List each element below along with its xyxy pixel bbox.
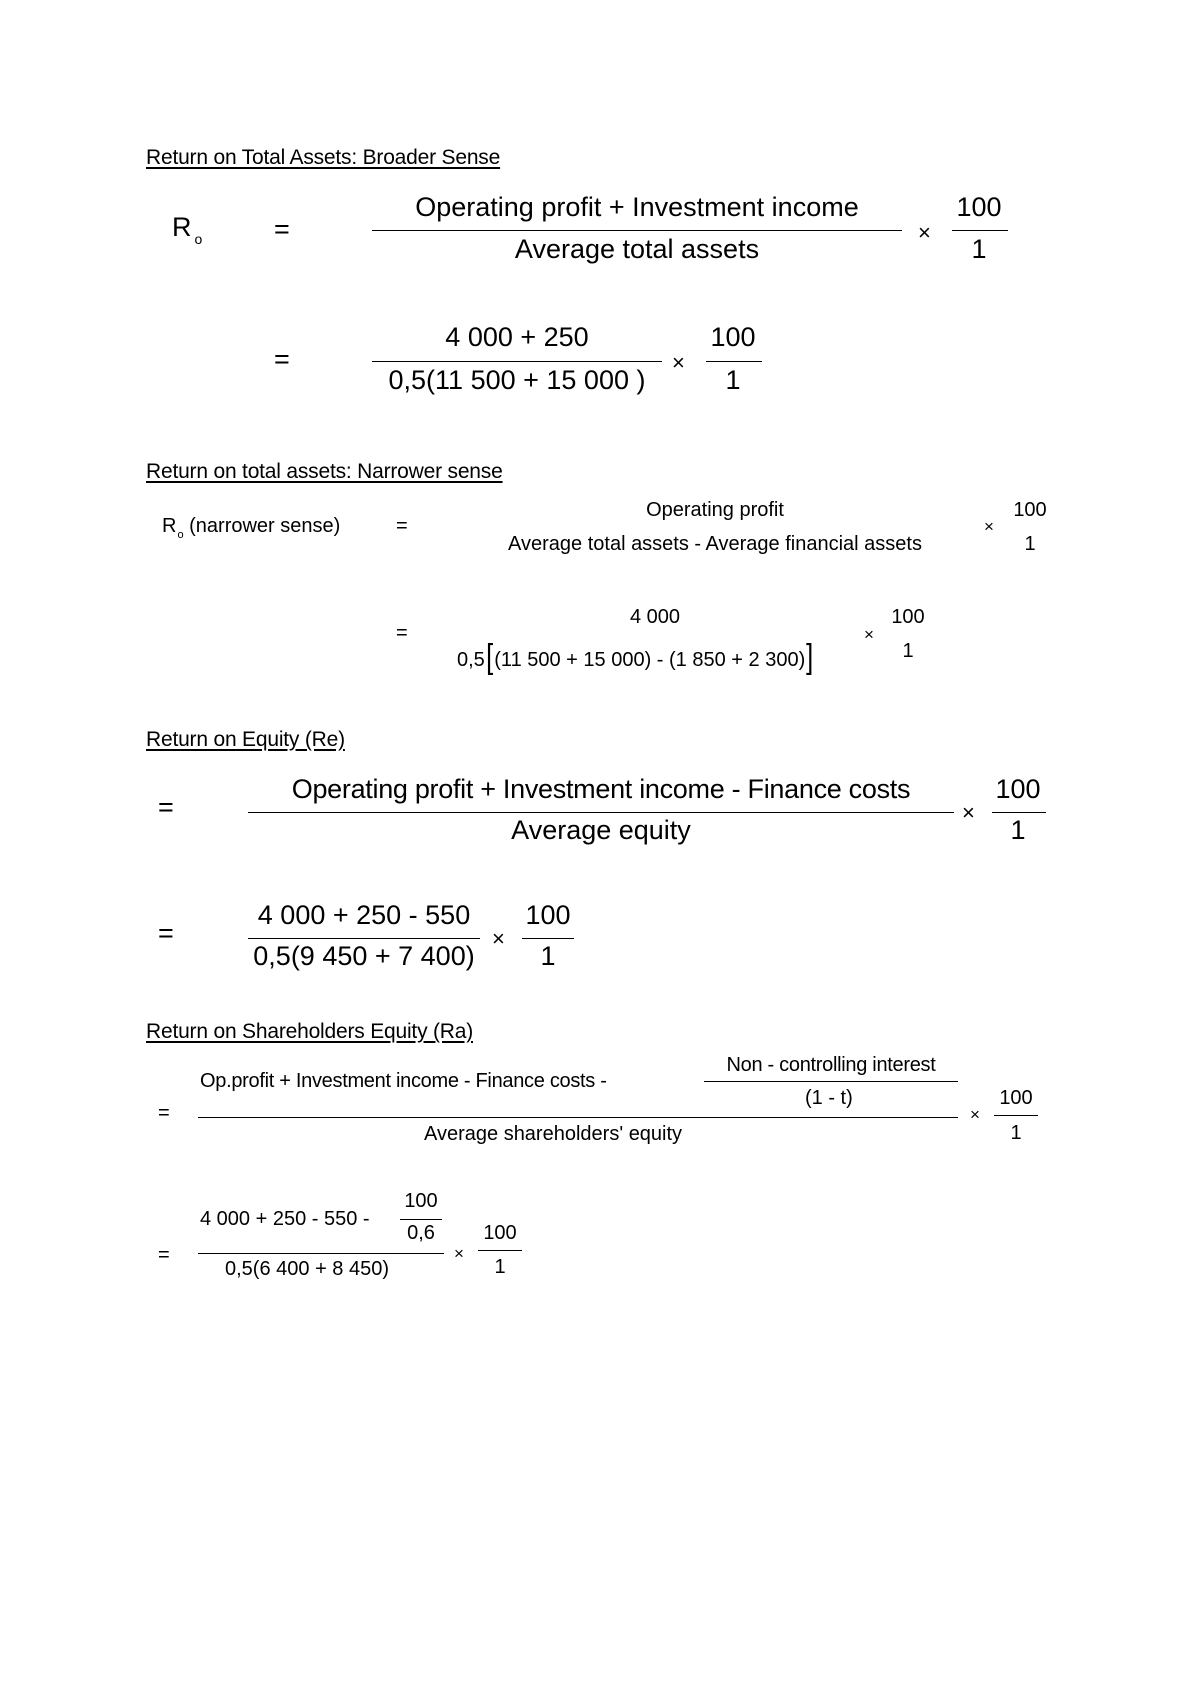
section-heading-shareholders: Return on Shareholders Equity (Ra): [146, 1020, 474, 1043]
calc-denominator: 0,5(6 400 + 8 450): [225, 1258, 390, 1280]
multiplier-denominator: 1: [1024, 533, 1036, 555]
formula-denominator: Average total assets - Average financial assets: [508, 533, 922, 555]
multiplier-denominator: 1: [540, 941, 556, 971]
calc-numerator: 4 000: [629, 606, 681, 628]
inner-numerator: Non - controlling interest: [726, 1054, 936, 1076]
inner-denominator: 0,6: [407, 1222, 435, 1244]
calc-denominator: 0,5(11 500 + 15 000 ): [388, 365, 646, 395]
multiplier-numerator: 100: [956, 192, 1002, 222]
times-sign: ×: [970, 1105, 980, 1124]
fraction-bar: [952, 230, 1008, 231]
multiplier-numerator: 100: [891, 606, 925, 628]
equals-sign: =: [396, 622, 408, 644]
multiplier-denominator: 1: [494, 1256, 506, 1278]
ro-narrower-label: $R_o$ (narrower sense): [162, 515, 341, 541]
times-sign: ×: [672, 350, 685, 375]
times-sign: ×: [984, 517, 994, 536]
fraction-bar: [372, 230, 902, 231]
times-sign: ×: [918, 220, 931, 245]
fraction-bar: [248, 938, 480, 939]
ro-symbol: R $_o$: [172, 212, 203, 247]
fraction-bar: [372, 361, 662, 362]
fraction-bar: [400, 1219, 442, 1220]
formula-denominator: Average total assets: [514, 234, 760, 264]
equals-sign: =: [158, 792, 174, 822]
multiplier-numerator: 100: [999, 1087, 1033, 1109]
inner-denominator: (1 - t): [805, 1087, 853, 1109]
fraction-bar: [992, 812, 1046, 813]
formula-numerator: Operating profit: [646, 499, 784, 521]
multiplier-denominator: 1: [1010, 815, 1026, 845]
fraction-bar: [198, 1253, 444, 1254]
multiplier-denominator: 1: [971, 234, 987, 264]
formula-denominator: Average shareholders' equity: [424, 1123, 683, 1145]
fraction-bar: [706, 361, 762, 362]
section-heading-narrower: Return on total assets: Narrower sense: [146, 460, 503, 483]
fraction-bar: [248, 812, 954, 813]
multiplier-numerator: 100: [1013, 499, 1047, 521]
fraction-bar: [198, 1117, 958, 1118]
multiplier-numerator: 100: [525, 900, 571, 930]
section-heading-equity: Return on Equity (Re): [146, 728, 345, 751]
multiplier-denominator: 1: [1010, 1122, 1022, 1144]
multiplier-numerator: 100: [995, 774, 1041, 804]
calc-numerator: 4 000 + 250: [445, 322, 589, 352]
calc-numerator: 4 000 + 250 - 550: [257, 900, 471, 930]
fraction-bar: [704, 1081, 958, 1082]
formula-numerator: Operating profit + Investment income - Finance costs: [291, 774, 911, 804]
inner-numerator: 100: [404, 1190, 438, 1212]
fraction-bar: [478, 1250, 522, 1251]
formula-numerator-main: Op.profit + Investment income - Finance costs -: [200, 1070, 607, 1092]
multiplier-numerator: 100: [710, 322, 756, 352]
calc-denominator: 0,5[(11 500 + 15 000) - (1 850 + 2 300)]: [457, 638, 814, 676]
equals-sign: =: [158, 1244, 170, 1266]
equals-sign: =: [158, 918, 174, 948]
multiplier-numerator: 100: [483, 1222, 517, 1244]
times-sign: ×: [962, 800, 975, 825]
equals-sign: =: [274, 344, 290, 374]
times-sign: ×: [864, 625, 874, 644]
equals-sign: =: [396, 515, 408, 537]
calc-numerator-main: 4 000 + 250 - 550 -: [200, 1208, 370, 1230]
times-sign: ×: [454, 1244, 464, 1263]
multiplier-denominator: 1: [725, 365, 741, 395]
formula-numerator: Operating profit + Investment income: [415, 192, 859, 222]
formula-denominator: Average equity: [511, 815, 691, 845]
section-heading-broader: Return on Total Assets: Broader Sense: [146, 146, 501, 169]
equals-sign: =: [158, 1102, 170, 1124]
fraction-bar: [522, 938, 574, 939]
times-sign: ×: [492, 926, 505, 951]
multiplier-denominator: 1: [902, 640, 914, 662]
calc-denominator: 0,5(9 450 + 7 400): [253, 941, 475, 971]
fraction-bar: [994, 1115, 1038, 1116]
equals-sign: =: [274, 214, 290, 244]
